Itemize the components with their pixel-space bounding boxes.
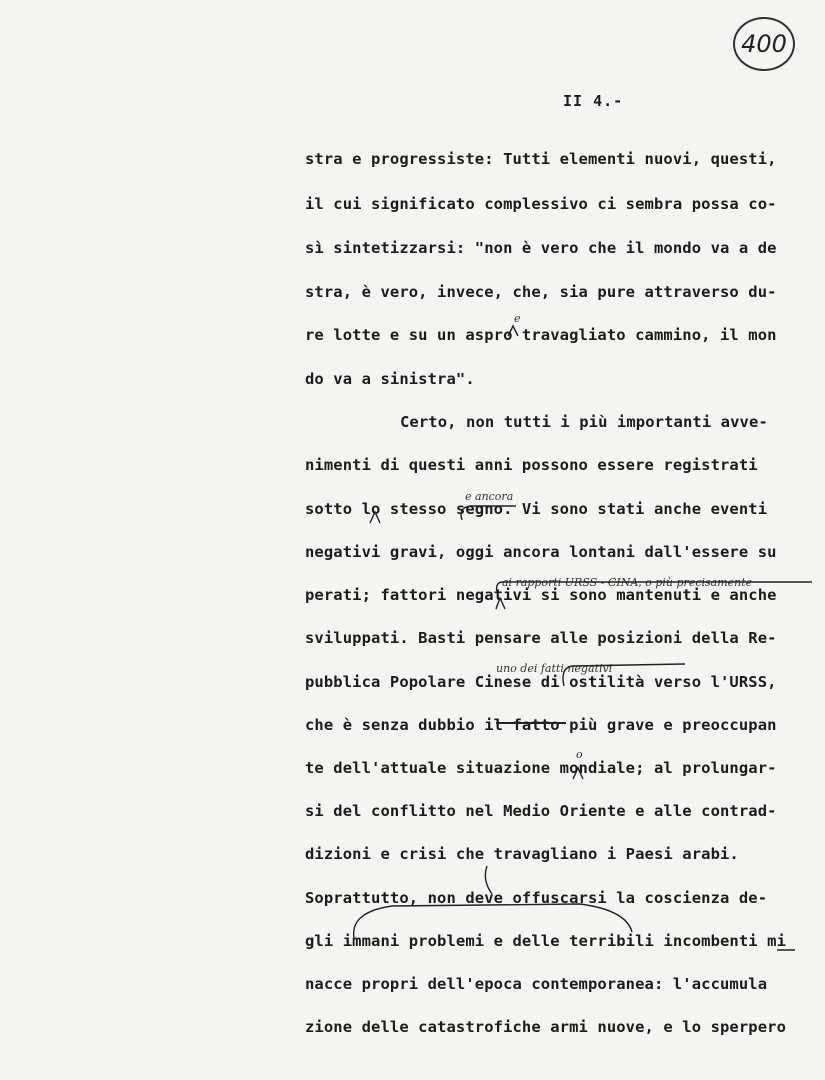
handwritten-insert-o: o	[576, 748, 583, 761]
text-line: te dell'attuale situazione mondiale; al prolungar-	[305, 759, 777, 777]
text-line: il cui significato complessivo ci sembra possa co-	[305, 195, 777, 213]
page-number: II 4.-	[563, 92, 624, 110]
handwritten-insert-uno-dei: uno dei fatti negativi	[496, 662, 613, 675]
text-line: sviluppati. Basti pensare alle posizioni della Re-	[305, 629, 777, 647]
bracket-nacce	[354, 904, 632, 938]
bracket-problemi	[485, 866, 492, 894]
text-line: dizioni e crisi che travagliano i Paesi arabi.	[305, 845, 739, 863]
text-line: negativi gravi, oggi ancora lontani dall'essere su	[305, 543, 777, 561]
text-line: gli immani problemi e delle terribili incombenti mi	[305, 932, 787, 950]
bracket-rapporti	[497, 582, 812, 592]
insertion-caret	[370, 512, 380, 523]
text-line: Certo, non tutti i più importanti avve-	[400, 413, 768, 431]
bracket-uno-dei	[563, 664, 685, 686]
archive-page-stamp: 400	[733, 17, 795, 71]
text-line: Soprattutto, non deve offuscarsi la coscienza de-	[305, 889, 768, 907]
text-line: sì sintetizzarsi: "non è vero che il mondo va a de	[305, 239, 777, 257]
insertion-caret	[573, 768, 583, 779]
text-line: re lotte e su un aspro travagliato cammino, il mon	[305, 326, 777, 344]
bracket-oggi	[461, 506, 516, 520]
insertion-caret	[508, 326, 518, 336]
text-line: perati; fattori negativi si sono mantenuti e anche	[305, 586, 777, 604]
text-line: sotto lo stesso segno. Vi sono stati anche eventi	[305, 500, 768, 518]
text-line: stra e progressiste: Tutti elementi nuovi, questi,	[305, 150, 777, 168]
handwritten-insert-rapporti: ai rapporti URSS - CINA, o più precisamente	[502, 576, 753, 589]
insertion-caret	[496, 598, 505, 609]
handwritten-insert-e: e	[514, 312, 521, 325]
text-line: pubblica Popolare Cinese di ostilità verso l'URSS,	[305, 673, 777, 691]
text-line: stra, è vero, invece, che, sia pure attraverso du-	[305, 283, 777, 301]
text-line: si del conflitto nel Medio Oriente e alle contrad-	[305, 802, 777, 820]
text-line: do va a sinistra".	[305, 370, 475, 388]
text-line: che è senza dubbio il fatto più grave e preoccupan	[305, 716, 777, 734]
text-line: nimenti di questi anni possono essere registrati	[305, 456, 758, 474]
text-line: nacce propri dell'epoca contemporanea: l'accumula	[305, 975, 768, 993]
text-line: zione delle catastrofiche armi nuove, e lo sperpero	[305, 1018, 787, 1036]
handwritten-insert-e-ancora: e ancora	[465, 490, 514, 503]
